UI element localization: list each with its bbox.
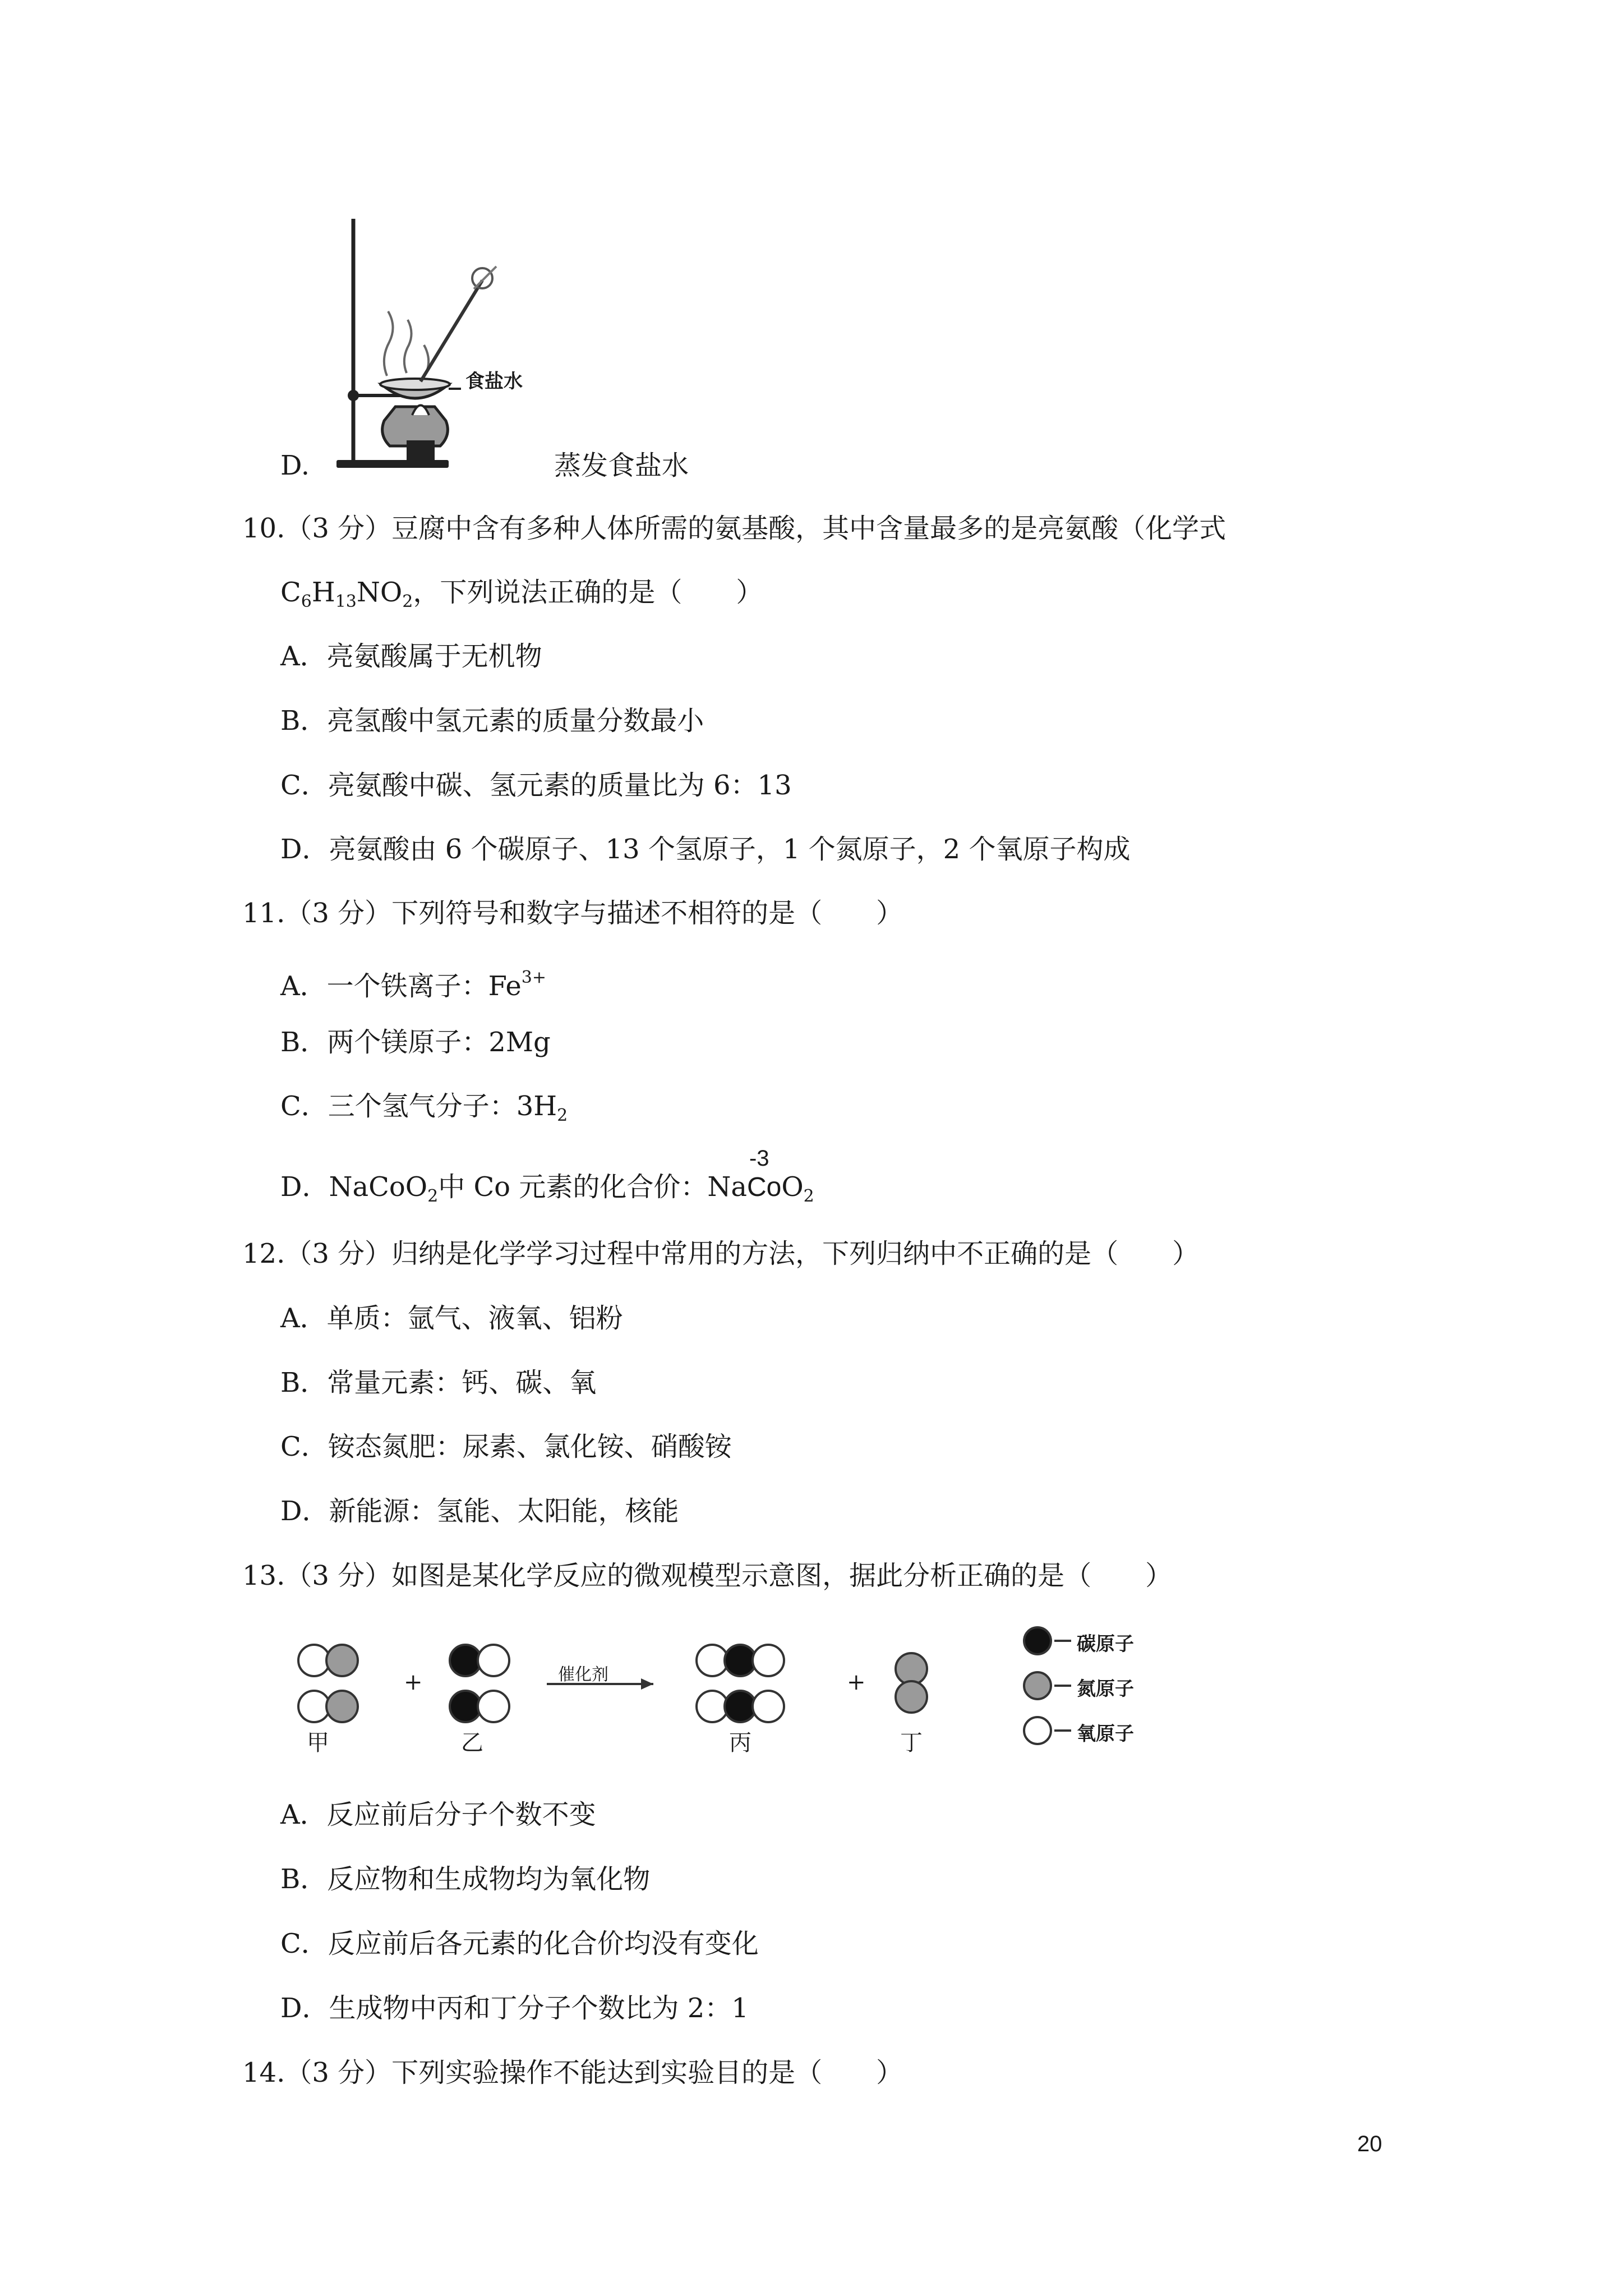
oxygen-atom [753, 1645, 784, 1676]
q9-option-d-letter: D. [280, 450, 310, 481]
q11-option-c: C．三个氢气分子：$3H_2$ [280, 1091, 568, 1125]
legend-carbon-atom [1024, 1627, 1051, 1654]
q12-option-c: C．铵态氮肥：尿素、氯化铵、硝酸铵 [280, 1431, 732, 1462]
nitrogen-atom [896, 1681, 927, 1713]
q10-option-d: D．亮氨酸由 6 个碳原子、13 个氢原子，1 个氮原子，2 个氧原子构成 [280, 834, 1131, 865]
label-jia: 甲 [307, 1730, 329, 1756]
carbon-atom [450, 1691, 481, 1722]
q10-option-b: B．亮氢酸中氢元素的质量分数最小 [280, 705, 704, 737]
oxygen-atom [298, 1645, 330, 1676]
q12-stem: 12.（3 分）归纳是化学学习过程中常用的方法，下列归纳中不正确的是（ ） [242, 1238, 1200, 1269]
evaporation-apparatus-figure [314, 213, 606, 477]
legend-oxygen-label: 氧原子 [1077, 1723, 1134, 1745]
plus-sign-1: + [404, 1669, 423, 1695]
q13-option-b: B．反应物和生成物均为氧化物 [280, 1864, 651, 1895]
label-ding: 丁 [900, 1730, 923, 1756]
oxygen-atom [478, 1645, 509, 1676]
page-number: 20 [1357, 2132, 1382, 2156]
q10-option-c: C．亮氨酸中碳、氢元素的质量比为 6：13 [280, 770, 792, 801]
oxygen-atom [697, 1691, 728, 1722]
q13-stem: 13.（3 分）如图是某化学反应的微观模型示意图，据此分析正确的是（ ） [242, 1560, 1173, 1591]
oxygen-atom [478, 1691, 509, 1722]
legend-oxygen-atom [1024, 1717, 1051, 1744]
q12-option-d: D．新能源：氢能、太阳能，核能 [280, 1496, 679, 1527]
q14-stem: 14.（3 分）下列实验操作不能达到实验目的是（ ） [242, 2057, 903, 2088]
q10-formula: $C_6H_{13}NO_2$ [280, 577, 413, 611]
q13-option-d: D．生成物中丙和丁分子个数比为 2：1 [280, 1993, 749, 2024]
plus-sign-2: + [847, 1669, 866, 1695]
q12-option-a: A．单质：氩气、液氧、铝粉 [280, 1303, 623, 1334]
oxygen-atom [298, 1691, 330, 1722]
q10-stem-line2: $C_6H_{13}NO_2$，下列说法正确的是（ ） [280, 577, 763, 611]
oxygen-atom [753, 1691, 784, 1722]
q12-option-b: B．常量元素：钙、碳、氧 [280, 1367, 597, 1398]
oxygen-atom [697, 1645, 728, 1676]
q9-option-d-caption: 蒸发食盐水 [554, 450, 689, 481]
q10-stem-line1: 10.（3 分）豆腐中含有多种人体所需的氨基酸，其中含量最多的是亮氨酸（化学式 [242, 513, 1227, 544]
carbon-atom [450, 1645, 481, 1676]
nitrogen-atom [896, 1653, 927, 1685]
nitrogen-atom [326, 1691, 358, 1722]
label-bing: 丙 [729, 1730, 751, 1756]
q11-option-b: B．两个镁原子：2Mg [280, 1027, 551, 1058]
nitrogen-atom [326, 1645, 358, 1676]
legend-carbon-label: 碳原子 [1077, 1633, 1134, 1655]
label-yi: 乙 [461, 1730, 483, 1756]
q11-option-a: A．一个铁离子：$Fe^{3+}$ [280, 968, 546, 1002]
q13-option-c: C．反应前后各元素的化合价均没有变化 [280, 1928, 759, 1959]
q13-option-a: A．反应前后分子个数不变 [280, 1799, 596, 1830]
legend-nitrogen-atom [1024, 1672, 1051, 1699]
q11-stem: 11.（3 分）下列符号和数字与描述不相符的是（ ） [242, 898, 903, 929]
q11-option-d: D．NaCoO$_2$中 Co 元素的化合价：Na -3 CoO$_2$ [280, 1146, 814, 1206]
q10-option-a: A．亮氨酸属于无机物 [280, 641, 542, 672]
legend-nitrogen-label: 氮原子 [1077, 1678, 1134, 1700]
carbon-atom [725, 1691, 756, 1722]
salt-water-label: 食盐水 [465, 370, 523, 393]
catalyst-label: 催化剂 [558, 1665, 608, 1685]
cobalt-valence-notation: -3 Co [746, 1146, 782, 1202]
carbon-atom [725, 1645, 756, 1676]
